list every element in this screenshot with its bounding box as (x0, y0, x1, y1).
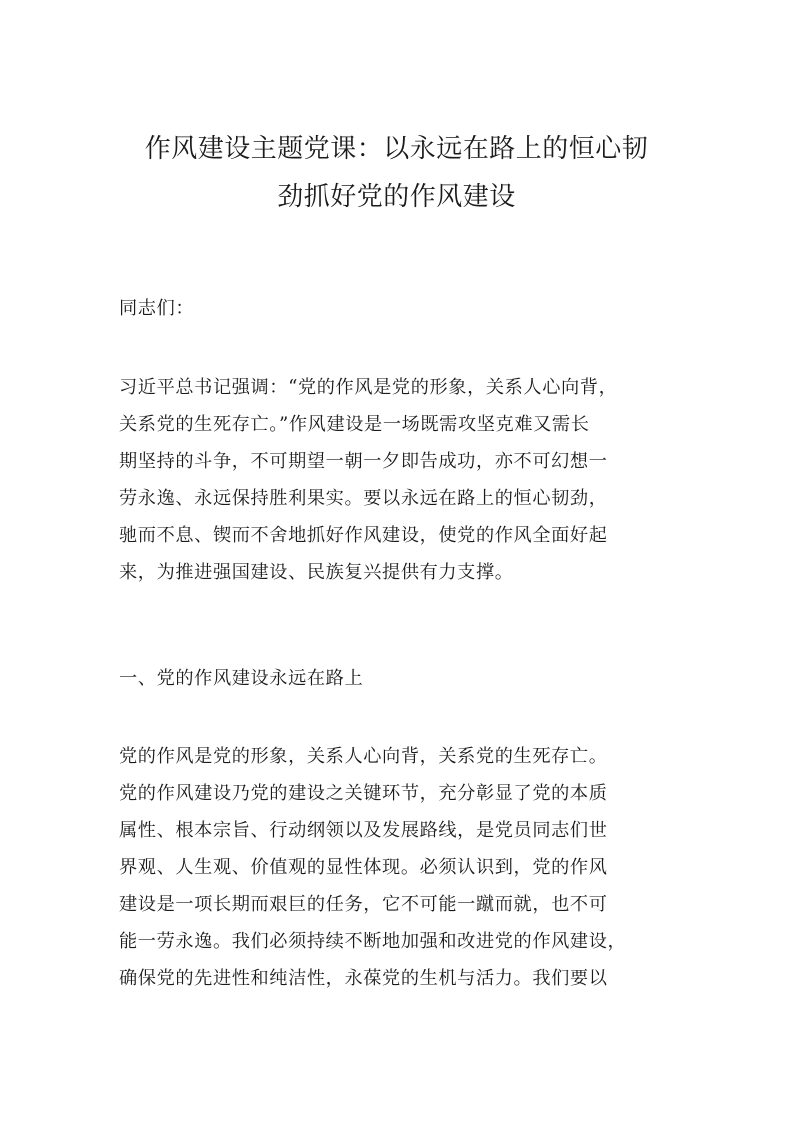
text-line: 驰而不息、锲而不舍地抓好作风建设，使党的作风全面好起 (119, 525, 608, 546)
text-line: 党的作风建设乃党的建设之关键环节，充分彰显了党的本质 (119, 783, 608, 804)
greeting-text: 同志们： (119, 298, 195, 319)
greeting (119, 290, 684, 327)
text-line: 习近平总书记强调：“党的作风是党的形象，关系人心向背， (119, 377, 618, 398)
text-line: 确保党的先进性和纯洁性，永葆党的生机与活力。我们要以 (119, 968, 608, 989)
text-line: 劳永逸、永远保持胜利果实。要以永远在路上的恒心韧劲， (119, 488, 608, 509)
title-line: 作风建设主题党课：以永远在路上的恒心韧 (144, 134, 649, 164)
text-line: 能一劳永逸。我们必须持续不断地加强和改进党的作风建设， (119, 931, 627, 952)
title-line: 劲抓好党的作风建设 (277, 182, 516, 212)
body-paragraph (119, 738, 684, 997)
text-line: 来，为推进强国建设、民族复兴提供有力支撑。 (119, 562, 514, 583)
section-heading (119, 660, 684, 697)
text-line: 建设是一项长期而艰巨的任务，它不可能一蹴而就，也不可 (119, 894, 608, 915)
text-line: 关系党的生死存亡。”作风建设是一场既需攻坚克难又需长 (119, 414, 590, 435)
text-line: 期坚持的斗争，不可期望一朝一夕即告成功，亦不可幻想一 (119, 451, 608, 472)
intro-paragraph (119, 369, 684, 591)
document-title (100, 125, 693, 221)
text-line: 界观、人生观、价值观的显性体现。必须认识到，党的作风 (119, 857, 608, 878)
text-line: 属性、根本宗旨、行动纲领以及发展路线，是党员同志们世 (119, 820, 608, 841)
text-line: 党的作风是党的形象，关系人心向背，关系党的生死存亡。 (119, 746, 608, 767)
section-heading-text: 一、党的作风建设永远在路上 (119, 668, 364, 689)
